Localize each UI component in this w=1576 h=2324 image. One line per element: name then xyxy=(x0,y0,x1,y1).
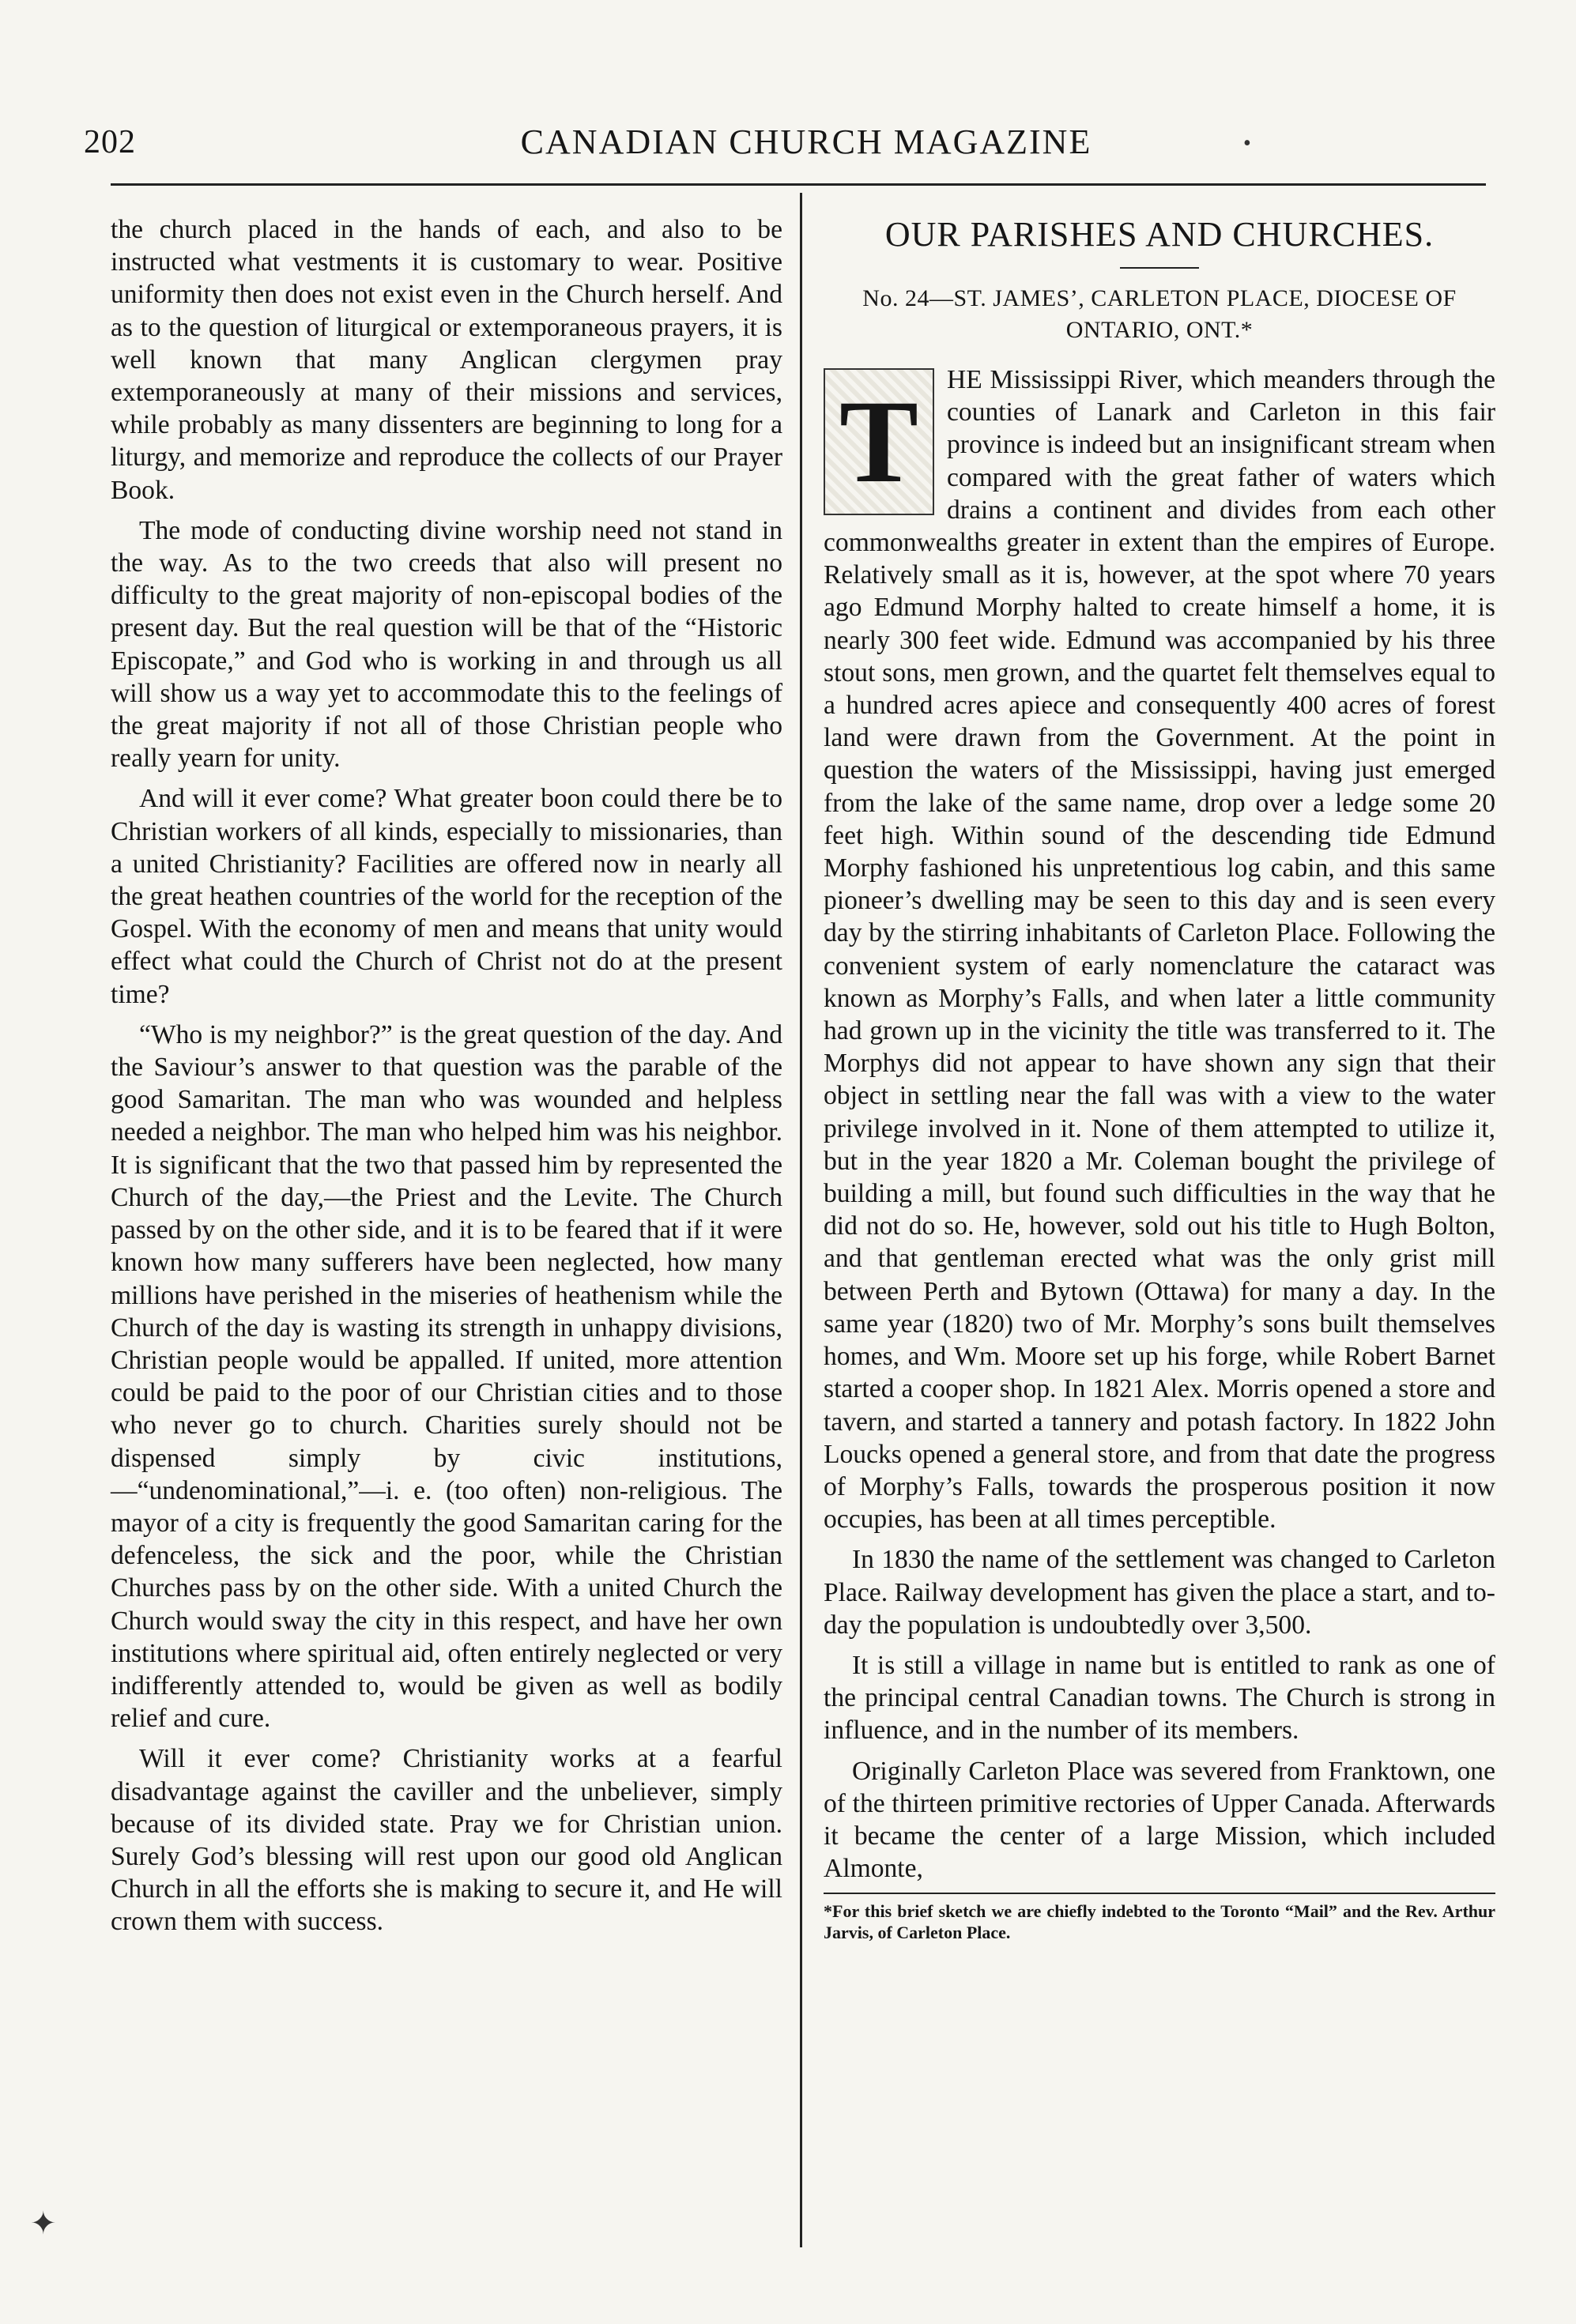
drop-cap: T xyxy=(824,368,934,515)
paragraph: It is still a village in name but is entitled to rank as one of the principal central Canadian towns. The Church is strong in influence, and in the number of its members. xyxy=(824,1650,1495,1746)
column-divider xyxy=(800,193,802,2247)
first-paragraph-text: HE Mississippi River, which meanders through the counties of Lanark and Carleton in this fair province is indeed but an insignificant stream when compared with the great father of waters which drains a continent and divides from each other commonwealths greater in extent than the empires of Europe. Relatively small as it is, however, at the spot where 70 years ago Edmund Morphy halted to create himself a home, it is nearly 300 feet wide. Edmund was accompanied by his three stout sons, men grown, and the quartet felt themselves equal to a hundred acres apiece and consequently 400 acres of forest land were drawn from the Government. At the point in question the waters of the Mississippi, having just emerged from the lake of the same name, drop over a ledge some 20 feet high. Within sound of the descending tide Edmund Morphy fashioned his unpretentious log cabin, and this same pioneer’s dwelling may be seen to this day and is seen every day by the stirring inhabitants of Carleton Place. Following the convenient system of early nomenclature the cataract was known as Morphy’s Falls, and when later a little community had grown up in the vicinity the title was transferred to it. The Morphys did not appear to have shown any sign that their object in settling near the fall was with a view to the water privilege involved in it. None of them attempted to utilize it, but in the year 1820 a Mr. Coleman bought the privilege of building a mill, but found such difficulties in the way that he did not do so. He, however, sold out his title to Hugh Bolton, and that gentleman erected what was the only grist mill between Perth and Bytown (Ottawa) for many a day. In the same year (1820) two of Mr. Morphy’s sons built themselves homes, and Wm. Moore set up his forge, while Robert Barnet started a cooper shop. In 1821 Alex. Morris opened a store and tavern, and started a tannery and potash factory. In 1822 John Loucks opened a general store, and from that date the progress of Morphy’s Falls, towards the prosperous position it now occupies, has been at all times perceptible. xyxy=(824,365,1495,1535)
print-speck: ✦ xyxy=(30,2205,57,2241)
left-column xyxy=(111,213,782,1946)
paragraph: “Who is my neighbor?” is the great question of the day. And the Saviour’s answer to that question was the parable of the good Samaritan. The man who was wounded and helpless needed a neighbor. The man who helped him was his neighbor. It is significant that the two that passed him by represented the Church of the day,—the Priest and the Levite. The Church passed by on the other side, and it is to be feared that if it were known how many sufferers have been neglected, how many millions have perished in the miseries of heathenism while the Church of the day is wasting its strength in unhappy divisions, Christian people would be appalled. If united, more attention could be paid to the poor of our Christian cities and to those who never go to church. Charities surely should not be dispensed simply by civic institutions,—“undenominational,”—i. e. (too often) non-religious. The mayor of a city is frequently the good Samaritan caring for the defenceless, the sick and the poor, while the Christian Churches pass by on the other side. With a united Church the Church would sway the city in this respect, and have her own institutions where spiritual aid, often entirely neglected or very indifferently attended to, would be given as well as bodily relief and cure. xyxy=(111,1019,782,1734)
paragraph: The mode of conducting divine worship need not stand in the way. As to the two creeds that also will present no difficulty to the great majority of non-episcopal bodies of the present day. But the real question will be that of the “Historic Episcopate,” and God who is working in and through us all will show us a way yet to accommodate this to the feelings of the great majority if not all of those Christian people who really yearn for unity. xyxy=(111,515,782,774)
footnote-rule xyxy=(824,1893,1495,1894)
title-rule xyxy=(1120,267,1199,269)
paragraph: In 1830 the name of the settlement was changed to Carleton Place. Railway development has given the place a start, and to-day the population is undoubtedly over 3,500. xyxy=(824,1545,1495,1640)
article-first-paragraph xyxy=(824,363,1495,1535)
page-number: 202 xyxy=(84,124,136,160)
print-speck: • xyxy=(1243,131,1251,156)
paragraph: the church placed in the hands of each, and also to be instructed what vestments it is customary to wear. Positive uniformity then does not exist even in the Church herself. And as to the question of liturgical or extemporaneous prayers, it is well known that many Anglican clergymen pray extemporaneously at many of their missions and services, while probably as many dissenters are beginning to long for a liturgy, and memorize and reproduce the collects of our Prayer Book. xyxy=(111,215,782,505)
footnote: *For this brief sketch we are chiefly indebted to the Toronto “Mail” and the Rev. Arthur Jarvis, of Carleton Place. xyxy=(824,1901,1495,1943)
right-column xyxy=(824,213,1495,1943)
paragraph: Originally Carleton Place was severed from Franktown, one of the thirteen primitive rectories of Upper Canada. Afterwards it became the center of a large Mission, which included Almonte, xyxy=(824,1756,1495,1884)
paragraph: Will it ever come? Christianity works at a fearful disadvantage against the caviller and the unbeliever, simply because of its divided state. Pray we for Christian union. Surely God’s blessing will rest upon our good old Anglican Church in all the efforts she is making to secure it, and He will crown them with success. xyxy=(111,1744,782,1937)
section-subtitle: No. 24—ST. JAMES’, CARLETON PLACE, DIOCESE OF ONTARIO, ONT.* xyxy=(862,285,1457,343)
running-head: CANADIAN CHURCH MAGAZINE xyxy=(520,122,1092,161)
paragraph: And will it ever come? What greater boon could there be to Christian workers of all kinds, especially to missionaries, than a united Christianity? Facilities are offered now in nearly all the great heathen countries of the world for the reception of the Gospel. With the economy of men and means that unity would effect what could the Church of Christ not do at the present time? xyxy=(111,784,782,1009)
header-rule xyxy=(111,183,1486,186)
section-title: OUR PARISHES AND CHURCHES. xyxy=(884,215,1435,254)
